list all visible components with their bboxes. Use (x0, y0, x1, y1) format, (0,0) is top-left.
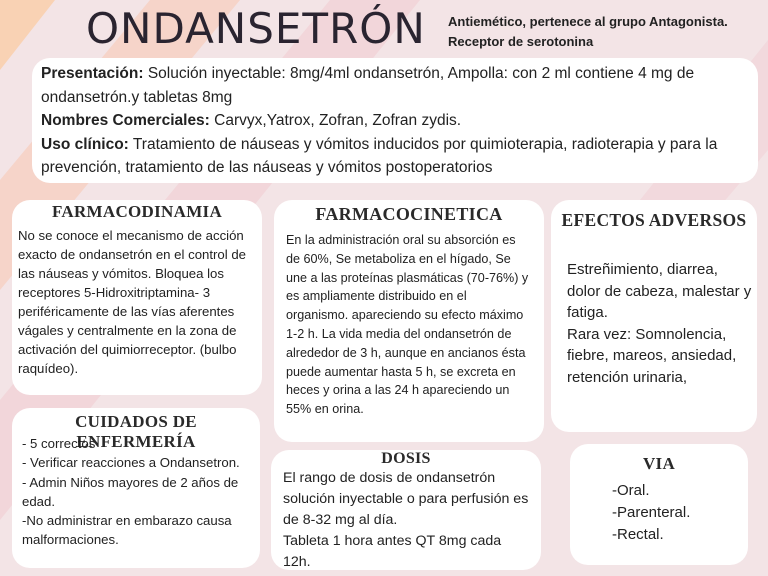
dosis-heading: DOSIS (381, 450, 431, 467)
list-item: - 5 correctos (22, 436, 96, 451)
uso-paragraph (41, 133, 749, 180)
page-subtitle: Antiemético, pertenece al grupo Antagonista. Receptor de serotonina (448, 14, 728, 49)
farmacocinetica-text: En la administración oral su absorción es de 60%, Se metaboliza en el hígado, Se une a las proteínas plasmáticas (70-76%) y es ampliamente distribuido en el organismo. apareciendo su efecto máximo 1-2 h. La vida media del ondansetrón de alrededor de 3 h, aunque en ancianos ésta puede aumentar hasta 5 h, se excreta en heces y orina a las 24 h apareciendo un 55% en orina. (286, 233, 529, 417)
efectos-adversos-card (551, 200, 757, 432)
presentation-card (32, 58, 758, 183)
list-item: -Rectal. (612, 526, 664, 543)
list-item: - Verificar reacciones a Ondansetron. (22, 455, 240, 471)
presentacion-text: Solución inyectable: 8mg/4ml ondansetrón, Ampolla: con 2 ml contiene 4 mg de ondansetrón.y tabletas 8mg (41, 65, 695, 106)
presentacion-paragraph (41, 62, 749, 109)
uso-text: Tratamiento de náuseas y vómitos inducidos por quimioterapia, radioterapia y para la prevención, tratamiento de las náuseas y vómitos postoperatorios (41, 135, 718, 176)
efectos-heading: EFECTOS ADVERSOS (561, 210, 747, 230)
page-title: ONDANSETRÓN (86, 4, 426, 53)
via-list (612, 480, 744, 546)
dosis-text-block (283, 468, 529, 573)
farmacodinamia-card (12, 200, 262, 395)
farmacocinetica-card (274, 200, 544, 442)
cuidados-card (12, 408, 260, 568)
efectos-rara-vez: Rara vez: Somnolencia, fiebre, mareos, ansiedad, retención urinaria, (567, 325, 737, 386)
list-item: -Parenteral. (612, 504, 691, 521)
efectos-text: Estreñimiento, diarrea, dolor de cabeza, malestar y fatiga. (567, 261, 752, 321)
list-item: -Oral. (612, 482, 650, 499)
uso-label: Uso clínico: (41, 135, 129, 153)
farmacocinetica-heading: FARMACOCINETICA (315, 204, 503, 224)
nombres-label: Nombres Comerciales: (41, 112, 210, 129)
dosis-tableta: Tableta 1 hora antes QT 8mg cada 12h. (283, 533, 502, 570)
cuidados-heading: CUIDADOS DE ENFERMERÍA (75, 412, 197, 451)
nombres-paragraph (41, 109, 749, 133)
list-item: -No administrar en embarazo causa malformaciones. (22, 513, 232, 548)
via-card (570, 444, 748, 565)
farmacodinamia-heading: FARMACODINAMIA (51, 202, 223, 221)
farmacodinamia-text: No se conoce el mecanismo de acción exacto de ondansetrón en el control de las náuseas y vómitos. Bloquea los receptores 5-Hidroxitriptamina- 3 periféricamente de las vías aferentes vágales y centralmente en la zona de activación del quimiorreceptor. (bulbo raquídeo). (18, 228, 247, 376)
efectos-text-block (567, 259, 753, 388)
list-item: - Admin Niños mayores de 2 años de edad. (22, 474, 239, 509)
dosis-text: El rango de dosis de ondansetrón solución inyectable o para perfusión es de 8-32 mg al día. (283, 470, 529, 528)
presentacion-label: Presentación: (41, 65, 144, 82)
dosis-card (271, 450, 541, 570)
via-heading: VIA (642, 454, 676, 473)
nombres-text: Carvyx,Yatrox, Zofran, Zofran zydis. (214, 112, 462, 129)
